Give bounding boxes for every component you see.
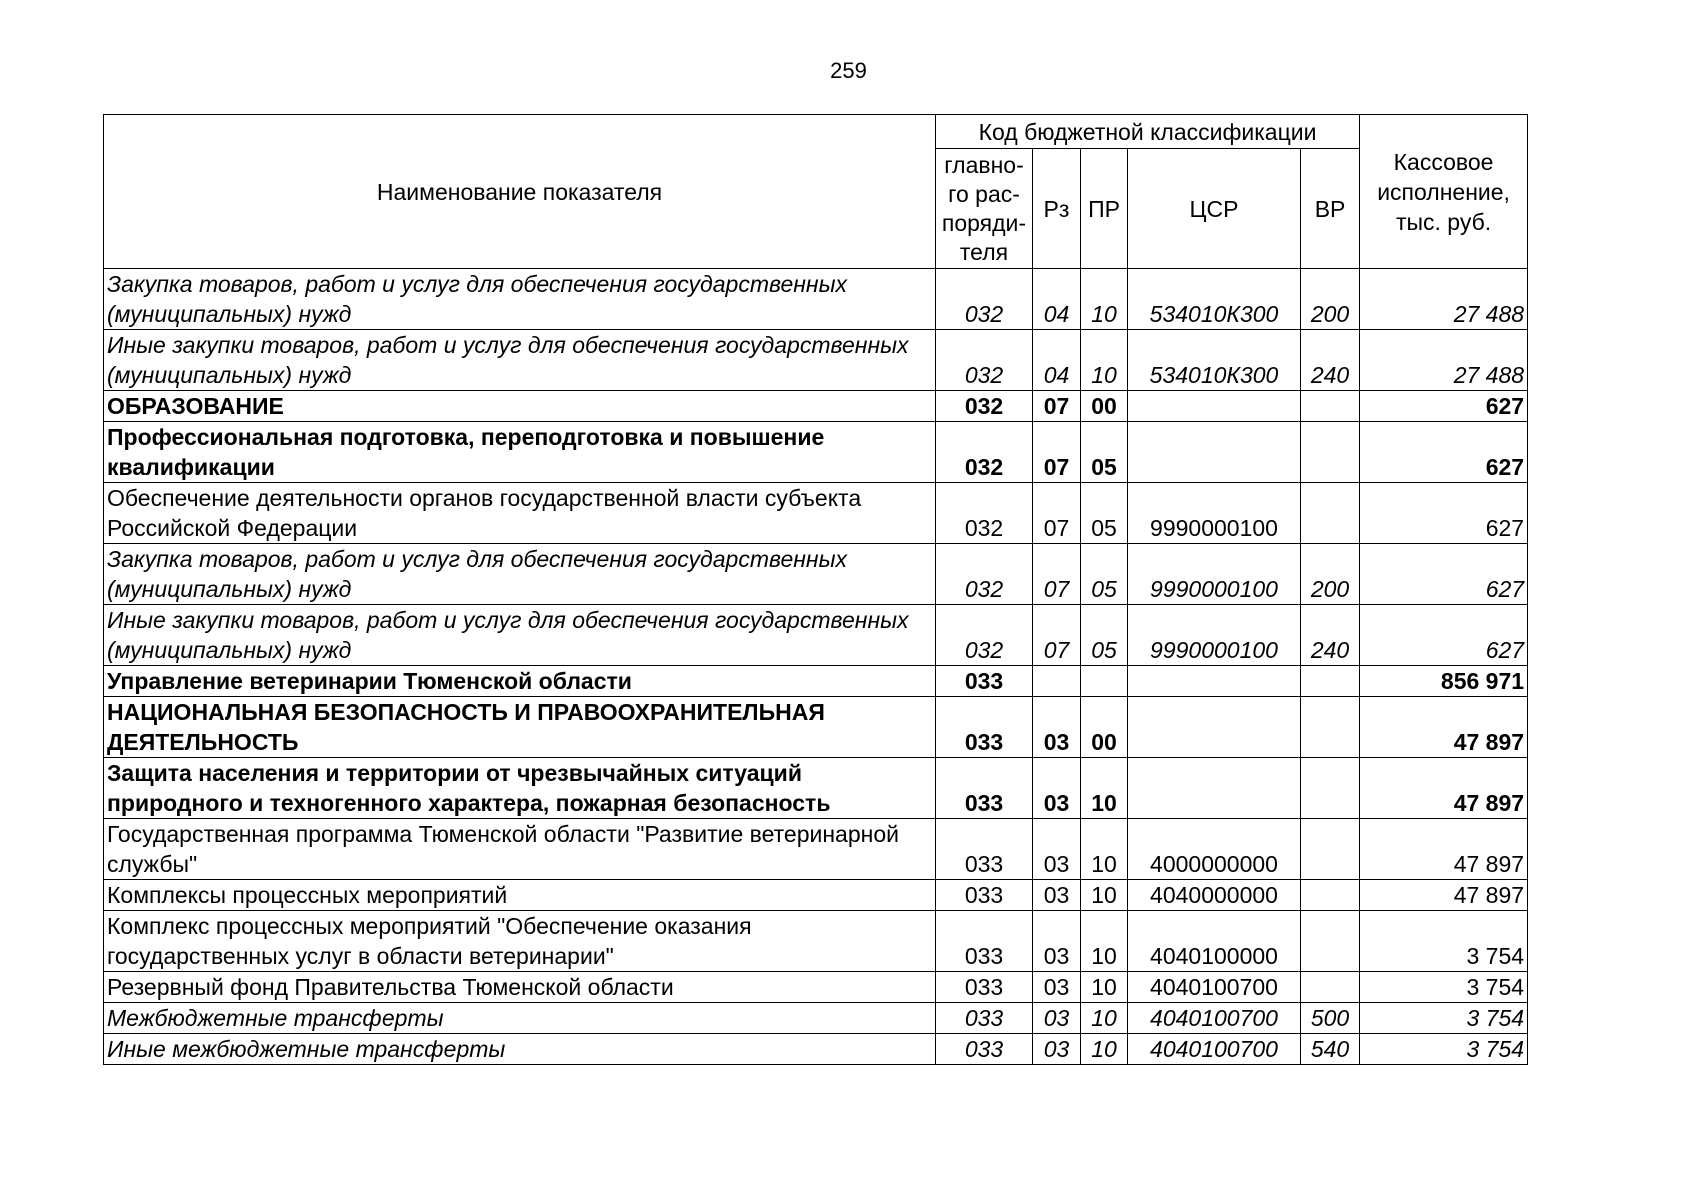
row-csr: 4040000000 (1128, 880, 1301, 911)
header-amount (1360, 115, 1528, 269)
table-row (104, 666, 1528, 697)
row-vr (1301, 819, 1360, 880)
row-csr: 4040100700 (1128, 972, 1301, 1003)
row-name: Закупка товаров, работ и услуг для обеспечения государственных (муниципальных) нужд (104, 269, 936, 330)
table-row (104, 422, 1528, 483)
row-vr: 540 (1301, 1034, 1360, 1065)
row-amount: 3 754 (1360, 1034, 1528, 1065)
row-rz: 03 (1033, 972, 1081, 1003)
row-admin: 033 (936, 1003, 1033, 1034)
row-name: Защита населения и территории от чрезвычайных ситуаций природного и техногенного характера, пожарная безопасность (104, 758, 936, 819)
row-amount: 27 488 (1360, 330, 1528, 391)
row-admin: 033 (936, 880, 1033, 911)
header-code-group: Код бюджетной классификации (936, 115, 1360, 149)
row-pr: 05 (1081, 422, 1128, 483)
row-amount: 47 897 (1360, 819, 1528, 880)
row-csr (1128, 422, 1301, 483)
row-name: ОБРАЗОВАНИЕ (104, 391, 936, 422)
table-row (104, 1034, 1528, 1065)
table-row (104, 330, 1528, 391)
row-pr: 10 (1081, 819, 1128, 880)
header-admin-text: главно- го рас- поряди- теля (941, 151, 1027, 265)
row-csr (1128, 666, 1301, 697)
header-row-1 (104, 115, 1528, 149)
row-vr: 500 (1301, 1003, 1360, 1034)
row-rz: 07 (1033, 605, 1081, 666)
row-vr (1301, 697, 1360, 758)
row-rz: 03 (1033, 819, 1081, 880)
table-row (104, 911, 1528, 972)
table-row (104, 605, 1528, 666)
row-rz: 07 (1033, 391, 1081, 422)
row-csr: 4040100700 (1128, 1003, 1301, 1034)
row-rz: 03 (1033, 1003, 1081, 1034)
row-pr: 10 (1081, 758, 1128, 819)
row-admin: 033 (936, 819, 1033, 880)
row-csr: 9990000100 (1128, 483, 1301, 544)
row-pr: 05 (1081, 605, 1128, 666)
row-rz: 03 (1033, 911, 1081, 972)
row-csr: 9990000100 (1128, 605, 1301, 666)
row-amount: 47 897 (1360, 697, 1528, 758)
row-vr (1301, 758, 1360, 819)
row-vr (1301, 880, 1360, 911)
row-admin: 032 (936, 544, 1033, 605)
table-row (104, 483, 1528, 544)
row-pr: 10 (1081, 972, 1128, 1003)
row-rz: 03 (1033, 880, 1081, 911)
row-admin: 033 (936, 697, 1033, 758)
row-admin: 032 (936, 605, 1033, 666)
row-admin: 032 (936, 391, 1033, 422)
row-pr: 10 (1081, 880, 1128, 911)
row-rz (1033, 666, 1081, 697)
row-name: Обеспечение деятельности органов государственной власти субъекта Российской Федерации (104, 483, 936, 544)
row-csr: 4000000000 (1128, 819, 1301, 880)
row-admin: 032 (936, 269, 1033, 330)
header-amount-text: Кассовое исполнение, тыс. руб. (1377, 148, 1510, 235)
header-rz: Рз (1033, 149, 1081, 269)
row-vr (1301, 666, 1360, 697)
row-pr: 00 (1081, 697, 1128, 758)
row-csr: 534010К300 (1128, 269, 1301, 330)
row-vr (1301, 483, 1360, 544)
row-admin: 033 (936, 1034, 1033, 1065)
row-vr: 240 (1301, 330, 1360, 391)
row-rz: 03 (1033, 758, 1081, 819)
row-csr: 534010К300 (1128, 330, 1301, 391)
row-amount: 27 488 (1360, 269, 1528, 330)
row-pr: 10 (1081, 1034, 1128, 1065)
row-name: Комплекс процессных мероприятий "Обеспечение оказания государственных услуг в области ветеринарии" (104, 911, 936, 972)
row-amount: 47 897 (1360, 758, 1528, 819)
header-name: Наименование показателя (104, 115, 936, 269)
row-amount: 627 (1360, 391, 1528, 422)
row-rz: 03 (1033, 697, 1081, 758)
row-name: Профессиональная подготовка, переподготовка и повышение квалификации (104, 422, 936, 483)
row-pr (1081, 666, 1128, 697)
row-csr: 4040100700 (1128, 1034, 1301, 1065)
row-csr: 4040100000 (1128, 911, 1301, 972)
header-vr: ВР (1301, 149, 1360, 269)
row-name: Иные межбюджетные трансферты (104, 1034, 936, 1065)
row-name: Закупка товаров, работ и услуг для обеспечения государственных (муниципальных) нужд (104, 544, 936, 605)
table-row (104, 391, 1528, 422)
row-vr (1301, 422, 1360, 483)
row-pr: 10 (1081, 330, 1128, 391)
row-name: Иные закупки товаров, работ и услуг для обеспечения государственных (муниципальных) нужд (104, 605, 936, 666)
row-amount: 3 754 (1360, 972, 1528, 1003)
row-amount: 47 897 (1360, 880, 1528, 911)
row-vr: 200 (1301, 269, 1360, 330)
row-rz: 03 (1033, 1034, 1081, 1065)
row-admin: 033 (936, 758, 1033, 819)
row-pr: 00 (1081, 391, 1128, 422)
row-name: Иные закупки товаров, работ и услуг для обеспечения государственных (муниципальных) нужд (104, 330, 936, 391)
row-admin: 032 (936, 330, 1033, 391)
header-pr: ПР (1081, 149, 1128, 269)
row-name: Резервный фонд Правительства Тюменской области (104, 972, 936, 1003)
row-admin: 032 (936, 483, 1033, 544)
table-row (104, 1003, 1528, 1034)
row-amount: 856 971 (1360, 666, 1528, 697)
row-rz: 07 (1033, 483, 1081, 544)
row-pr: 10 (1081, 269, 1128, 330)
row-rz: 07 (1033, 544, 1081, 605)
table-row (104, 269, 1528, 330)
row-csr (1128, 697, 1301, 758)
row-amount: 627 (1360, 544, 1528, 605)
row-name: Комплексы процессных мероприятий (104, 880, 936, 911)
row-pr: 05 (1081, 544, 1128, 605)
table-row (104, 819, 1528, 880)
row-rz: 07 (1033, 422, 1081, 483)
row-vr (1301, 972, 1360, 1003)
table-row (104, 880, 1528, 911)
row-name: НАЦИОНАЛЬНАЯ БЕЗОПАСНОСТЬ И ПРАВООХРАНИТЕЛЬНАЯ ДЕЯТЕЛЬНОСТЬ (104, 697, 936, 758)
row-vr (1301, 911, 1360, 972)
row-admin: 032 (936, 422, 1033, 483)
row-amount: 627 (1360, 422, 1528, 483)
row-csr (1128, 391, 1301, 422)
table-row (104, 697, 1528, 758)
row-rz: 04 (1033, 330, 1081, 391)
row-pr: 10 (1081, 911, 1128, 972)
row-csr (1128, 758, 1301, 819)
row-rz: 04 (1033, 269, 1081, 330)
row-name: Межбюджетные трансферты (104, 1003, 936, 1034)
row-vr (1301, 391, 1360, 422)
header-admin (936, 149, 1033, 269)
row-amount: 627 (1360, 605, 1528, 666)
table-row (104, 972, 1528, 1003)
row-vr: 200 (1301, 544, 1360, 605)
row-name: Управление ветеринарии Тюменской области (104, 666, 936, 697)
table-row (104, 758, 1528, 819)
row-admin: 033 (936, 972, 1033, 1003)
row-vr: 240 (1301, 605, 1360, 666)
row-csr: 9990000100 (1128, 544, 1301, 605)
page-number: 259 (830, 58, 867, 83)
row-pr: 05 (1081, 483, 1128, 544)
row-name: Государственная программа Тюменской области "Развитие ветеринарной службы" (104, 819, 936, 880)
row-amount: 627 (1360, 483, 1528, 544)
row-admin: 033 (936, 911, 1033, 972)
row-amount: 3 754 (1360, 911, 1528, 972)
budget-execution-table (103, 114, 1528, 1065)
table-row (104, 544, 1528, 605)
header-csr: ЦСР (1128, 149, 1301, 269)
row-admin: 033 (936, 666, 1033, 697)
row-amount: 3 754 (1360, 1003, 1528, 1034)
row-pr: 10 (1081, 1003, 1128, 1034)
